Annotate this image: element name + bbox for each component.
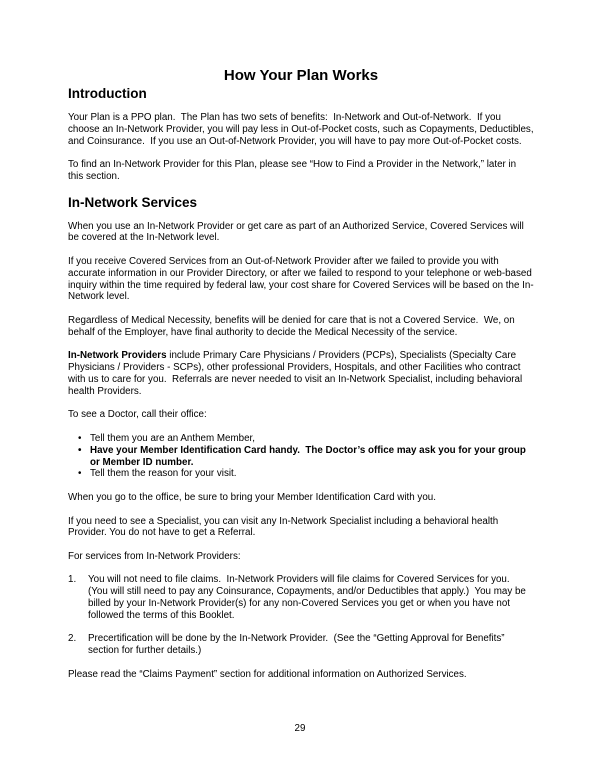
section-heading-in-network-services: In-Network Services (68, 194, 198, 210)
page-content (68, 67, 537, 692)
list-number: 1. (68, 574, 77, 586)
paragraph: For services from In-Network Providers: (68, 550, 241, 562)
bullet-list (68, 433, 534, 480)
page-number: 29 (294, 723, 306, 734)
list-number: 2. (68, 633, 77, 645)
paragraph (68, 350, 534, 397)
bullet-item: • Have your Member Identification Card handy. The Doctor’s office may ask you for your group or Member ID number. (68, 445, 534, 469)
list-item-text: You will not need to file claims. In-Network Providers will file claims for Covered Services for you. (You will still need to pay any Coinsurance, Copayments, and/or Deductibles that apply.) You may be billed by your In-Network Provider(s) for any non-Covered Services you get or when you have not followed the terms of this Booklet. (88, 574, 529, 621)
paragraph: Your Plan is a PPO plan. The Plan has two sets of benefits: In-Network and Out-of-Network. If you choose an In-Network Provider, you will pay less in Out-of-Pocket costs, such as Copayments, Deductibles, and Coinsurance. If you use an Out-of-Network Provider, you will have to pay more Out-of-Pocket costs. (68, 112, 537, 147)
page-title: How Your Plan Works (223, 67, 379, 84)
numbered-item (68, 574, 534, 621)
paragraph: Regardless of Medical Necessity, benefits will be denied for care that is not a Covered Service. We, on behalf of the Employer, have final authority to decide the Medical Necessity of the service. (68, 314, 518, 338)
list-item-text: Precertification will be done by the In-Network Provider. (See the “Getting Approval for Benefits” section for further details.) (88, 633, 508, 657)
paragraph: If you receive Covered Services from an Out-of-Network Provider after we failed to provide you with accurate information in our Provider Directory, or after we failed to respond to your telephone or web-based inquiry within the time required by federal law, your cost share for Covered Services will be based on the In-Network level. (68, 255, 535, 303)
paragraph: When you use an In-Network Provider or get care as part of an Authorized Service, Covered Services will be covered at the In-Network level. (68, 220, 527, 244)
bullet-item: • Tell them the reason for your visit. (68, 468, 534, 480)
paragraph-text: include Primary Care Physicians / Providers (PCPs), Specialists (Specialty Care Physicians / Providers - SCPs), other professional Providers, Hospitals, and other Facilities who contract with us to care for you. Referrals are never needed to visit an In-Network Specialist, including behavioral health Providers. (68, 350, 525, 397)
numbered-list (68, 574, 534, 657)
paragraph: To see a Doctor, call their office: (68, 409, 207, 421)
paragraph: Please read the “Claims Payment” section for additional information on Authorized Services. (68, 668, 467, 680)
paragraph: To find an In-Network Provider for this Plan, please see “How to Find a Provider in the Network,” later in this section. (68, 159, 519, 182)
paragraph: When you go to the office, be sure to bring your Member Identification Card with you. (68, 491, 436, 503)
paragraph: If you need to see a Specialist, you can visit any In-Network Specialist including a behavioral health Provider. You do not have to get a Referral. (68, 515, 501, 539)
numbered-item (68, 633, 534, 657)
bullet-item: • Tell them you are an Anthem Member, (68, 433, 534, 445)
section-heading-introduction: Introduction (68, 86, 147, 101)
bold-lead-text: In-Network Providers (68, 350, 167, 362)
